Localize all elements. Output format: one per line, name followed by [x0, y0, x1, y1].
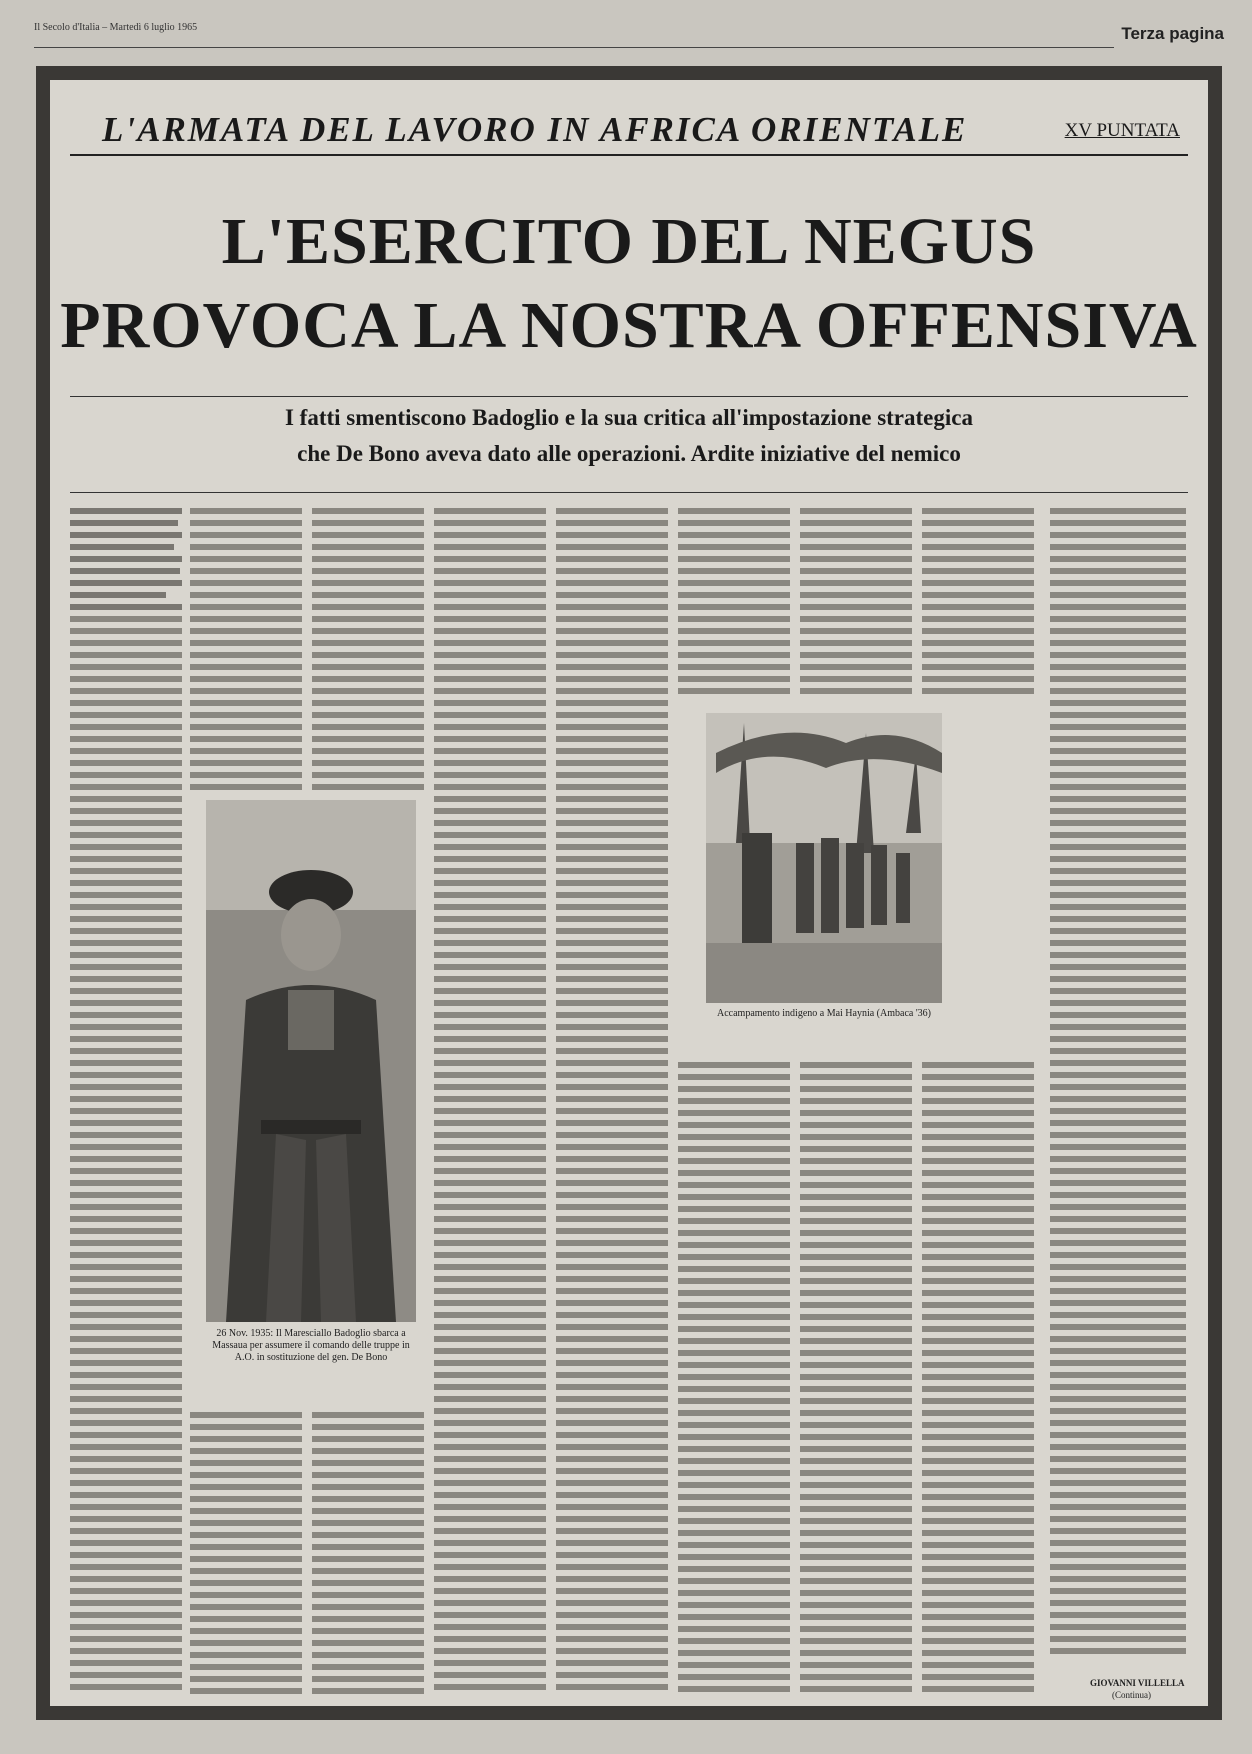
text-texture	[922, 1060, 1034, 1696]
text-texture	[434, 506, 546, 1696]
text-texture	[312, 506, 424, 796]
series-title: L'ARMATA DEL LAVORO IN AFRICA ORIENTALE	[102, 110, 968, 149]
newspaper-dateline: Il Secolo d'Italia – Martedì 6 luglio 1965	[34, 22, 198, 33]
text-column	[312, 506, 424, 796]
text-column	[190, 1410, 302, 1696]
text-column	[1050, 506, 1186, 1696]
text-texture	[800, 1060, 912, 1696]
text-texture	[70, 506, 182, 1696]
text-texture	[678, 1060, 790, 1696]
text-column	[190, 506, 302, 796]
text-column	[800, 1060, 912, 1696]
text-column	[678, 1060, 790, 1696]
text-column	[922, 506, 1034, 696]
text-column	[70, 506, 182, 1696]
headline-line-2: PROVOCA LA NOSTRA OFFENSIVA	[60, 289, 1198, 362]
subhead-line-1: I fatti smentiscono Badoglio e la sua critica all'impostazione strategica	[284, 405, 973, 430]
page-header	[0, 10, 1252, 50]
text-column	[556, 506, 668, 1696]
author-byline: GIOVANNI VILLELLA	[1090, 1678, 1185, 1688]
text-texture	[922, 506, 1034, 696]
photo-caption-left: 26 Nov. 1935: Il Maresciallo Badoglio sbarca a Massaua per assumere il comando delle truppe in A.O. in sostituzione del gen. De Bono	[212, 1328, 410, 1363]
episode-label: XV PUNTATA	[1064, 120, 1180, 141]
text-texture	[1050, 506, 1186, 1656]
subhead-line-2: che De Bono aveva dato alle operazioni. Ardite iniziative del nemico	[297, 441, 961, 466]
text-column	[312, 1410, 424, 1696]
text-texture	[190, 506, 302, 796]
subheadline	[200, 400, 1058, 472]
headline-divider	[70, 396, 1188, 397]
page-section-label: Terza pagina	[1121, 24, 1224, 43]
photo-badoglio	[206, 800, 416, 1322]
text-column	[800, 506, 912, 696]
headline	[50, 200, 1208, 368]
kicker-divider	[70, 154, 1188, 156]
photo-caption-right: Accampamento indigeno a Mai Haynia (Ambaca '36)	[717, 1008, 931, 1019]
article-frame	[36, 66, 1222, 1720]
kicker-row	[90, 110, 1188, 149]
text-texture	[190, 1410, 302, 1696]
text-column	[678, 506, 790, 696]
headline-line-1: L'ESERCITO DEL NEGUS	[221, 205, 1037, 278]
article-body	[50, 80, 1208, 1706]
text-texture	[800, 506, 912, 696]
text-texture	[312, 1410, 424, 1696]
photo-badoglio-image	[206, 800, 416, 1322]
subhead-divider	[70, 492, 1188, 493]
text-column	[434, 506, 546, 1696]
text-texture	[556, 506, 668, 1696]
header-rule	[34, 47, 1114, 48]
text-column	[922, 1060, 1034, 1696]
photo-camp	[706, 713, 942, 1003]
author-note: (Continua)	[1112, 1690, 1151, 1700]
text-texture	[678, 506, 790, 696]
photo-camp-image	[706, 713, 942, 1003]
